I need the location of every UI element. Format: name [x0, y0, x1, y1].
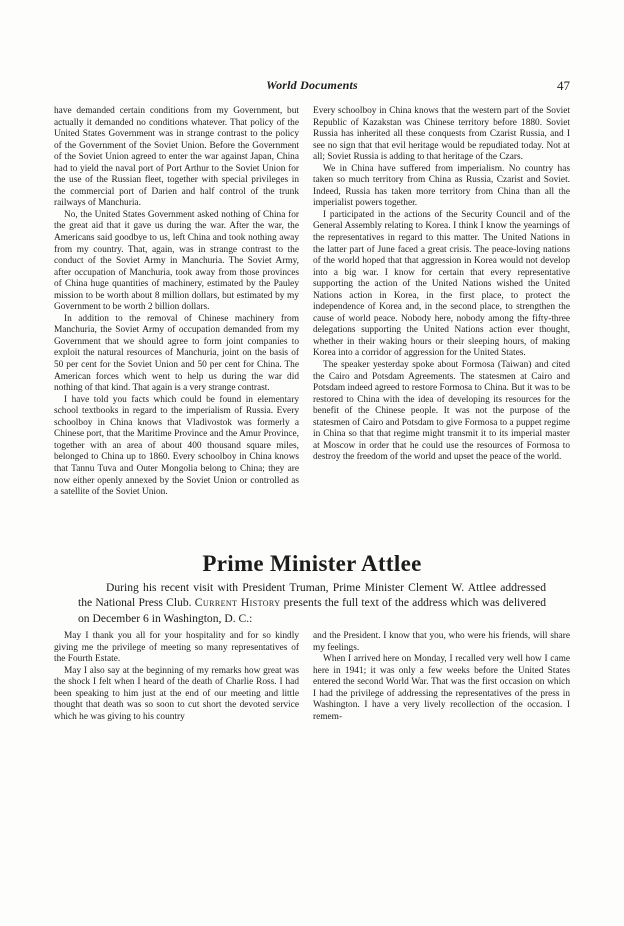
paragraph: Every schoolboy in China knows that the western part of the Soviet Republic of Kazakstan was Chinese territory before 1880. Soviet Russia has inherited all these conquests from Czarist Russia, and I see no sign that that evil heritage would be repudiated today. Not at all; Soviet Russia is adding to that heritage of the Czars. — [313, 106, 570, 163]
section-intro — [78, 580, 546, 626]
paragraph: In addition to the removal of Chinese machinery from Manchuria, the Soviet Army of occupation demanded from my Government that we should agree to form joint companies to exploit the natural resources of Manchuria, joint on the basis of 50 per cent for the Soviet Union and 50 per cent for China. The American forces which went to help us during the war did nothing of that kind. That again is a very strange contrast. — [54, 313, 299, 394]
bottom-right-column — [313, 631, 570, 723]
intro-text-1: During his recent visit with President Truman, Prime Minister Clement W. Attlee addressed the National Press Club. — [78, 581, 546, 610]
top-left-column — [54, 106, 299, 499]
paragraph: have demanded certain conditions from my Government, but actually it demanded no conditions whatever. That policy of the United States Government was in strange contrast to the policy of the Government of the Soviet Union. Before the Government of the Soviet Union agreed to enter the war against Japan, China had to yield the naval port of Port Arthur to the Soviet Union for the use of the Russian fleet, together with special privileges in the commercial port of Darien and half control of the trunk railways of Manchuria. — [54, 106, 299, 209]
paragraph: The speaker yesterday spoke about Formosa (Taiwan) and cited the Cairo and Potsdam Agreements. The statesmen at Cairo and Potsdam indeed agreed to restore Formosa to China. But it was to be restored to China with the idea of developing its resources for the benefit of the Chinese people. It was not the purpose of the statesmen of Cairo and Potsdam to give Formosa to a puppet regime in China so that that regime might transmit it to its imperial master at Moscow in order that he could use the resources of Formosa to destroy the freedom of the world and upset the peace of the world. — [313, 360, 570, 463]
bottom-left-column — [54, 631, 299, 723]
paragraph: and the President. I know that you, who were his friends, will share my feelings. — [313, 631, 570, 653]
magazine-name: Current History — [194, 596, 281, 610]
paragraph: May I also say at the beginning of my remarks how great was the shock I felt when I heard of the death of Charlie Ross. I had been speaking to him just at the end of our meeting and little thought that death was so soon to cut short the devoted service which he was giving to his country — [54, 665, 299, 722]
section-title: Prime Minister Attlee — [202, 551, 422, 576]
page-number: 47 — [557, 78, 570, 93]
paragraph: No, the United States Government asked nothing of China for the great aid that it gave us during the war. After the war, the Americans said goodbye to us, left China and took nothing away from my country. That, again, was in strange contrast to the conduct of the Soviet Army in Manchuria. The Soviet Army, after occupation of Manchuria, took away from those provinces of China huge quantities of machinery, estimated by the Pauley mission to be worth about 8 million dollars, but estimated by my Government to be worth 2 billion dollars. — [54, 209, 299, 313]
running-header — [54, 78, 570, 94]
paragraph: We in China have suffered from imperialism. No country has taken so much territory from China as Russia, Czarist and Soviet. Indeed, Russia has taken more territory from China than all the imperialist powers together. — [313, 163, 570, 209]
paragraph: May I thank you all for your hospitality and for so kindly giving me the privilege of meeting so many representatives of the Fourth Estate. — [54, 631, 299, 665]
paragraph: When I arrived here on Monday, I recalled very well how I came here in 1941; it was only a few weeks before the United States entered the second World War. That was the first occasion on which I had the privilege of addressing the representatives of the press in Washington. I have a very lively recollection of the occasion. I remem- — [313, 654, 570, 722]
top-right-column — [313, 106, 570, 464]
paragraph: I participated in the actions of the Security Council and of the General Assembly relating to Korea. I think I know the yearnings of the representatives in regard to this matter. The United Nations in the latter part of June faced a great crisis. The peace-loving nations of the world hoped that that aggression in Korea would not develop into a big war. I know for certain that every representative supporting the action of the United Nations wished the United Nations action in Korea, in the first place, to protect the independence of Korea and, in the second place, to strengthen the cause of world peace. Nobody here, nobody among the fifty-three delegations supporting the United Nations action ever thought, whether in their waking hours or their sleeping hours, of making Korea into a corridor of aggression for the United States. — [313, 209, 570, 359]
running-title: World Documents — [266, 78, 358, 92]
paragraph: I have told you facts which could be found in elementary school textbooks in regard to the imperialism of Russia. Every schoolboy in China knows that Vladivostok was formerly a Chinese port, that the Maritime Province and the Amur Province, together with an area of about 400 thousand square miles, belonged to China up to 1860. Every schoolboy in China knows that Tannu Tuva and Outer Mongolia belong to China; they are now either openly annexed by the Soviet Union or controlled as a satellite of the Soviet Union. — [54, 394, 299, 498]
intro-text-2: presents the full text of the address which was delivered on December 6 in Washington, D. C.: — [78, 596, 547, 625]
